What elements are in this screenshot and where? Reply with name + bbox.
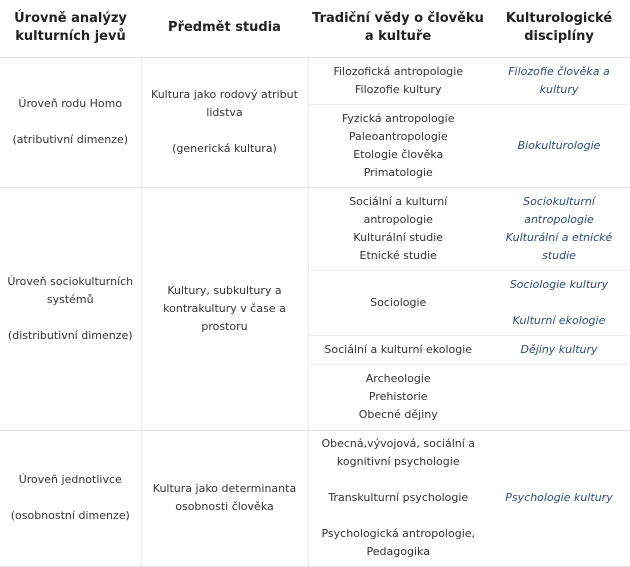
level3-discipline: Psychologie kultury (488, 430, 630, 566)
header-disciplines-line-1: Kulturologické (505, 11, 613, 27)
level3-sciences (308, 430, 488, 566)
science-item: Transkulturní psychologie (328, 491, 469, 504)
science-item: kognitivní psychologie (336, 455, 460, 468)
discipline-item: Sociologie kultury (509, 277, 609, 291)
level2-row-1 (0, 187, 630, 270)
header-sciences-line-1: Tradiční vědy o člověku (312, 11, 484, 27)
discipline-item: Dějiny kultury (520, 342, 598, 356)
discipline-item: Filozofie člověka a (508, 64, 610, 78)
level2-discipline-1 (488, 187, 630, 270)
science-item: Prehistorie (368, 390, 428, 403)
discipline-item: kultury (539, 82, 579, 96)
level2-subject-line-2: kontrakultury v čase a (163, 301, 286, 315)
level1-discipline-1 (488, 57, 630, 104)
level3-subject-line-2: osobnosti člověka (175, 500, 274, 513)
level1-dimension: (atributivní dimenze) (12, 133, 129, 146)
level2-sciences-1 (308, 187, 488, 270)
header-subject: Předmět studia (141, 0, 308, 57)
level1-subject-line-1: Kultura jako rodový atribut (151, 88, 298, 101)
science-item: Kulturální studie (353, 230, 444, 244)
level2-name-line-2: systémů (46, 292, 94, 306)
science-item: Filozofie kultury (355, 82, 442, 96)
header-disciplines-line-2: disciplíny (524, 29, 594, 45)
level3-subject-line-1: Kultura jako determinanta (152, 482, 297, 495)
level1-sciences-2 (308, 104, 488, 187)
science-item: Filozofická antropologie (333, 64, 464, 78)
level2-sciences-3 (308, 335, 488, 364)
science-item: Etologie člověka (353, 147, 444, 161)
science-item: Paleoantropologie (348, 129, 448, 143)
level2-dimension: (distributivní dimenze) (7, 328, 133, 342)
level2-sciences-2 (308, 270, 488, 335)
header-levels-line-1: Úrovně analýzy (14, 11, 127, 27)
science-item: Psychologická antropologie, (321, 527, 476, 540)
header-sciences-line-2: a kultuře (364, 29, 432, 45)
level1-discipline-2 (488, 104, 630, 187)
level3-subject-cell (141, 430, 308, 566)
science-item: Obecná,vývojová, sociální a (321, 437, 476, 450)
discipline-item: Kulturální a etnické (505, 230, 613, 244)
header-levels (0, 0, 141, 57)
science-item: Etnické studie (359, 248, 437, 262)
level2-name-line-1: Úroveň sociokulturních (7, 274, 134, 288)
science-item: Fyzická antropologie (342, 111, 455, 125)
level2-name-cell (0, 187, 141, 430)
level1-subject-note: (generická kultura) (172, 142, 277, 155)
header-sciences (308, 0, 488, 57)
level2-subject-cell (141, 187, 308, 430)
discipline-item: Sociokulturní (523, 194, 595, 208)
discipline-item: studie (542, 248, 576, 262)
level2-subject-line-3: prostoru (201, 319, 248, 333)
science-item: Sociologie (370, 295, 427, 309)
science-item: Primatologie (363, 165, 433, 179)
level1-name-cell (0, 57, 141, 187)
header-levels-line-2: kulturních jevů (15, 29, 126, 45)
discipline-item: antropologie (524, 212, 594, 226)
level1-sciences-1 (308, 57, 488, 104)
level2-discipline-4 (488, 364, 630, 430)
science-item: antropologie (363, 212, 433, 226)
level2-discipline-3 (488, 335, 630, 364)
discipline-item: Kulturní ekologie (512, 313, 606, 327)
science-item: Archeologie (365, 372, 431, 385)
level2-subject-line-1: Kultury, subkultury a (167, 283, 282, 297)
header-disciplines (488, 0, 630, 57)
level1-row-1 (0, 57, 630, 104)
level1-subject-cell (141, 57, 308, 187)
science-item: Pedagogika (366, 545, 430, 558)
level3-name-cell (0, 430, 141, 566)
science-item: Sociální a kulturní ekologie (324, 342, 473, 356)
science-item: Obecné dějiny (358, 408, 438, 421)
level1-name: Úroveň rodu Homo (18, 97, 123, 110)
level3-row (0, 430, 630, 566)
header-row (0, 0, 630, 57)
science-item: Sociální a kulturní (349, 194, 448, 208)
level2-sciences-4 (308, 364, 488, 430)
level2-discipline-2 (488, 270, 630, 335)
discipline-item: Biokulturologie (517, 138, 601, 152)
level3-dimension: (osobnostní dimenze) (10, 509, 130, 522)
level1-subject-line-2: lidstva (206, 106, 243, 119)
level3-name: Úroveň jednotlivce (18, 473, 122, 486)
